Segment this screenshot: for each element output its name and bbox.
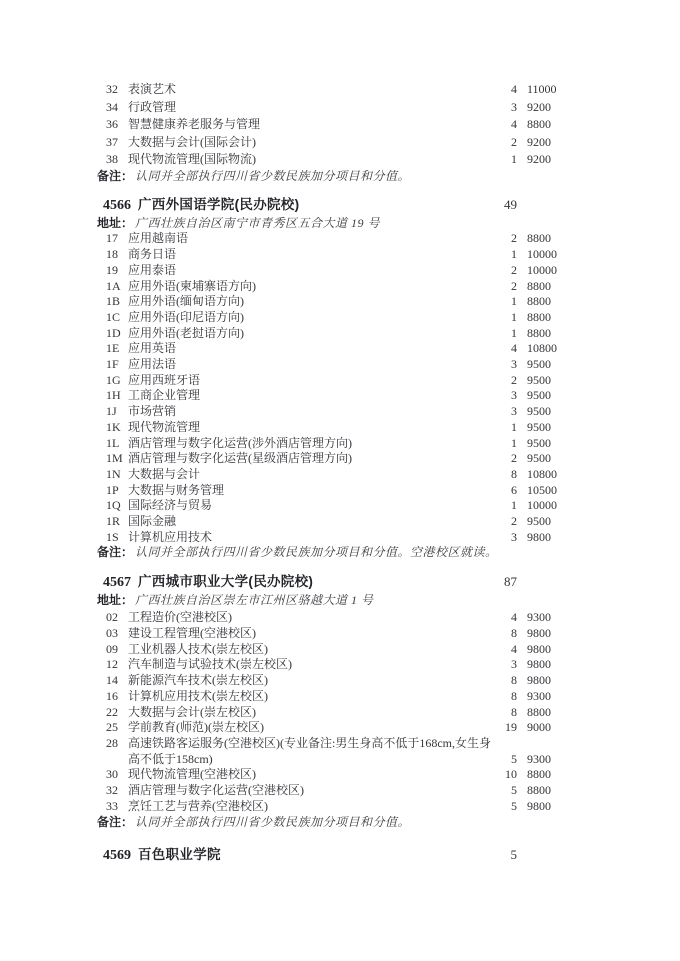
note-label: 备注：: [97, 545, 134, 560]
course-name-line1: 工程造价(空港校区): [128, 610, 232, 625]
course-row: [97, 151, 567, 169]
course-name-line1: 国际金融: [128, 514, 177, 529]
course-name: [128, 642, 495, 658]
course-count: 1: [511, 419, 517, 434]
course-count: 3: [511, 404, 517, 419]
course-fee: 9800: [527, 798, 551, 813]
school-name: 广西外国语学院(民办院校): [138, 197, 300, 213]
course-name: [128, 451, 495, 467]
course-row: [97, 263, 567, 279]
course-row: [97, 799, 567, 815]
course-name-line1: 建设工程管理(空港校区): [128, 626, 256, 641]
course-code: 1C: [106, 309, 121, 324]
course-name-line1: 市场营销: [128, 404, 177, 419]
course-name-line1: 应用外语(缅甸语方向): [128, 294, 244, 309]
course-row: [97, 341, 567, 357]
course-name: [128, 294, 495, 310]
course-count: 4: [511, 117, 517, 131]
course-count: 2: [511, 514, 517, 529]
course-fee: 10000: [527, 247, 557, 262]
course-name: [128, 247, 495, 263]
course-name: [128, 420, 495, 436]
course-count: 2: [511, 262, 517, 277]
course-row: [97, 767, 567, 783]
course-count: 1: [511, 247, 517, 262]
course-code: 19: [106, 262, 118, 277]
course-fee: 9800: [527, 673, 551, 688]
course-count: 3: [511, 388, 517, 403]
note-line: [97, 169, 567, 185]
course-code: 1N: [106, 466, 121, 481]
course-name: [128, 81, 495, 99]
address-text: 广西壮族自治区崇左市江州区骆越大道 1 号: [135, 592, 374, 607]
course-name: [128, 310, 495, 326]
course-row: [97, 467, 567, 483]
course-count: 3: [511, 357, 517, 372]
course-name: [128, 610, 495, 626]
course-row: [97, 436, 567, 452]
course-row: [97, 736, 567, 767]
course-fee: 9800: [527, 626, 551, 641]
course-name: [128, 799, 495, 815]
course-count: 2: [511, 134, 517, 149]
section-school-4569: [97, 846, 567, 866]
course-row: [97, 294, 567, 310]
course-fee: 9500: [527, 372, 551, 387]
course-name-line1: 高速铁路客运服务(空港校区)(专业备注:男生身高不低于168cm,女生身: [128, 736, 491, 750]
course-fee: 9200: [527, 99, 551, 114]
course-fee: 9800: [527, 529, 551, 544]
course-fee: 9500: [527, 451, 551, 466]
course-fee: 9500: [527, 514, 551, 529]
course-name-line1: 大数据与会计: [128, 466, 201, 481]
course-name-line1: 现代物流管理: [128, 419, 201, 434]
course-name-line1: 大数据与会计(国际会计): [128, 134, 256, 149]
course-name-line1: 酒店管理与数字化运营(空港校区): [128, 783, 304, 798]
course-code: 1F: [106, 357, 119, 372]
course-count: 8: [511, 688, 517, 703]
course-fee: 8800: [527, 767, 551, 782]
course-count: 1: [511, 325, 517, 340]
course-row: [97, 357, 567, 373]
course-name: [128, 514, 495, 530]
course-row: [97, 451, 567, 467]
course-row: [97, 610, 567, 626]
course-name: [128, 689, 495, 705]
course-fee: 9300: [527, 610, 551, 625]
course-code: 36: [106, 117, 118, 131]
course-row: [97, 231, 567, 247]
school-code: 4567: [103, 575, 131, 591]
course-code: 32: [106, 82, 118, 96]
address-line: [97, 593, 567, 609]
course-name-line1: 大数据与会计(崇左校区): [128, 704, 256, 719]
course-count: 10: [505, 767, 517, 782]
course-name: [128, 357, 495, 373]
course-row: [97, 657, 567, 673]
course-row: [97, 642, 567, 658]
course-count: 8: [511, 466, 517, 481]
course-row: [97, 310, 567, 326]
course-name: [128, 388, 495, 404]
course-name: [128, 483, 495, 499]
course-fee: 8800: [527, 309, 551, 324]
course-name: [128, 99, 495, 117]
school-total: 87: [504, 574, 517, 590]
course-fee: 8800: [527, 704, 551, 719]
course-name: [128, 134, 495, 152]
course-fee: 9300: [527, 688, 551, 703]
course-row: [97, 326, 567, 342]
course-fee: 9500: [527, 435, 551, 450]
course-code: 1G: [106, 372, 121, 387]
course-count: 1: [511, 152, 517, 166]
address-label: 地址：: [97, 592, 134, 607]
course-name: [128, 116, 495, 134]
course-name-line1: 应用外语(柬埔寨语方向): [128, 278, 256, 293]
course-fee: 8800: [527, 783, 551, 798]
course-name: [128, 720, 495, 736]
course-name: [128, 467, 495, 483]
course-name-line1: 应用外语(印尼语方向): [128, 309, 244, 324]
address-line: [97, 216, 567, 232]
course-count: 3: [511, 529, 517, 544]
course-name: [128, 498, 495, 514]
course-fee: 8800: [527, 278, 551, 293]
course-rows: [97, 231, 567, 545]
course-name-line1: 计算机应用技术(崇左校区): [128, 688, 268, 703]
course-count: 5: [511, 783, 517, 798]
course-fee: 9200: [527, 134, 551, 149]
course-row: [97, 530, 567, 546]
course-name: [128, 530, 495, 546]
course-code: 12: [106, 657, 118, 672]
course-name-line1: 现代物流管理(国际物流): [128, 152, 256, 166]
course-code: 32: [106, 783, 118, 798]
course-fee: 9800: [527, 641, 551, 656]
course-name: [128, 341, 495, 357]
course-count: 5: [511, 751, 517, 766]
course-fee: 9500: [527, 419, 551, 434]
section-continuation: [97, 81, 567, 184]
course-name-line1: 应用外语(老挝语方向): [128, 325, 244, 340]
course-name-line1: 应用英语: [128, 341, 177, 356]
course-code: 33: [106, 798, 118, 813]
course-name-line1: 新能源汽车技术(崇左校区): [128, 673, 268, 688]
school-code: 4569: [103, 848, 131, 864]
course-fee: 9300: [527, 751, 551, 766]
course-name: [128, 326, 495, 342]
course-name-line2: 高不低于158cm): [128, 751, 213, 766]
course-fee: 9500: [527, 404, 551, 419]
course-fee: 10000: [527, 262, 557, 277]
course-name-line1: 酒店管理与数字化运营(涉外酒店管理方向): [128, 435, 352, 450]
course-row: [97, 498, 567, 514]
course-count: 4: [511, 341, 517, 356]
course-name: [128, 436, 495, 452]
course-code: 1S: [106, 529, 119, 544]
course-name-line1: 应用泰语: [128, 262, 177, 277]
course-code: 1M: [106, 451, 123, 466]
course-code: 09: [106, 641, 118, 656]
course-name-line1: 现代物流管理(空港校区): [128, 767, 256, 782]
course-fee: 10800: [527, 466, 557, 481]
school-total: 49: [504, 197, 517, 213]
course-code: 25: [106, 720, 118, 735]
course-name-line1: 工业机器人技术(崇左校区): [128, 641, 268, 656]
course-fee: 10500: [527, 482, 557, 497]
course-code: 14: [106, 673, 118, 688]
course-row: [97, 373, 567, 389]
course-fee: 9200: [527, 152, 551, 166]
course-row: [97, 705, 567, 721]
course-name: [128, 263, 495, 279]
course-count: 8: [511, 704, 517, 719]
school-name: 广西城市职业大学(民办院校): [138, 574, 314, 590]
course-fee: 9500: [527, 357, 551, 372]
course-name-line1: 行政管理: [128, 99, 177, 114]
course-name-line1: 智慧健康养老服务与管理: [128, 117, 261, 131]
note-line: [97, 815, 567, 831]
course-name: [128, 231, 495, 247]
course-count: 3: [511, 657, 517, 672]
course-fee: 9500: [527, 388, 551, 403]
course-row: [97, 279, 567, 295]
course-name-line1: 酒店管理与数字化运营(星级酒店管理方向): [128, 451, 352, 466]
course-name-line1: 大数据与财务管理: [128, 482, 225, 497]
page-content: [97, 81, 567, 866]
school-total: 5: [510, 847, 517, 863]
note-text: 认同并全部执行四川省少数民族加分项目和分值。: [135, 168, 411, 183]
course-name: [128, 657, 495, 673]
course-fee: 8800: [527, 294, 551, 309]
school-header: [97, 573, 567, 593]
course-name-line1: 应用西班牙语: [128, 372, 201, 387]
course-row: [97, 720, 567, 736]
course-name-line1: 烹饪工艺与营养(空港校区): [128, 798, 268, 813]
course-name: [128, 783, 495, 799]
note-label: 备注：: [97, 168, 134, 183]
course-name: [128, 673, 495, 689]
school-header: [97, 196, 567, 216]
course-code: 1Q: [106, 498, 121, 513]
course-code: 17: [106, 231, 118, 246]
course-row: [97, 404, 567, 420]
course-fee: 8800: [527, 325, 551, 340]
course-row: [97, 514, 567, 530]
course-row: [97, 116, 567, 134]
course-count: 2: [511, 278, 517, 293]
course-name: [128, 404, 495, 420]
course-row: [97, 420, 567, 436]
course-count: 6: [511, 482, 517, 497]
course-name: [128, 279, 495, 295]
course-code: 1D: [106, 325, 121, 340]
course-count: 3: [511, 99, 517, 114]
course-code: 1J: [106, 404, 117, 419]
course-count: 2: [511, 372, 517, 387]
course-code: 37: [106, 134, 118, 149]
school-code: 4566: [103, 198, 131, 214]
course-name: [128, 626, 495, 642]
course-row: [97, 134, 567, 152]
course-row: [97, 626, 567, 642]
course-name: [128, 373, 495, 389]
course-row: [97, 673, 567, 689]
course-name: [128, 736, 495, 767]
note-text: 认同并全部执行四川省少数民族加分项目和分值。空港校区就读。: [135, 545, 498, 560]
school-name: 百色职业学院: [138, 847, 221, 863]
course-code: 03: [106, 626, 118, 641]
course-name-line1: 学前教育(师范)(崇左校区): [128, 720, 264, 735]
course-count: 8: [511, 673, 517, 688]
course-row: [97, 81, 567, 99]
course-code: 02: [106, 610, 118, 625]
course-code: 16: [106, 688, 118, 703]
note-label: 备注：: [97, 814, 134, 829]
course-code: 1L: [106, 435, 120, 450]
course-code: 1A: [106, 278, 121, 293]
course-name-line1: 计算机应用技术: [128, 529, 213, 544]
course-count: 2: [511, 231, 517, 246]
address-label: 地址：: [97, 215, 134, 230]
course-code: 1E: [106, 341, 120, 356]
note-text: 认同并全部执行四川省少数民族加分项目和分值。: [135, 814, 411, 829]
course-name-line1: 应用法语: [128, 357, 177, 372]
course-fee: 8800: [527, 117, 551, 131]
course-fee: 10000: [527, 498, 557, 513]
course-name-line1: 汽车制造与试验技术(崇左校区): [128, 657, 292, 672]
course-name-line1: 商务日语: [128, 247, 177, 262]
course-count: 4: [511, 82, 517, 96]
course-fee: 11000: [527, 82, 557, 96]
course-name: [128, 151, 495, 169]
course-name: [128, 705, 495, 721]
course-fee: 9000: [527, 720, 551, 735]
course-code: 22: [106, 704, 118, 719]
course-count: 1: [511, 498, 517, 513]
course-fee: 8800: [527, 231, 551, 246]
course-count: 4: [511, 641, 517, 656]
course-name: [128, 767, 495, 783]
course-row: [97, 388, 567, 404]
section-school-4566: [97, 196, 567, 561]
course-count: 1: [511, 435, 517, 450]
course-code: 38: [106, 152, 118, 166]
course-row: [97, 783, 567, 799]
course-code: 1R: [106, 514, 121, 529]
course-code: 28: [106, 736, 118, 750]
course-count: 2: [511, 451, 517, 466]
course-name-line1: 表演艺术: [128, 82, 177, 96]
course-count: 1: [511, 309, 517, 324]
address-text: 广西壮族自治区南宁市青秀区五合大道 19 号: [135, 215, 381, 230]
course-code: 18: [106, 247, 118, 262]
course-code: 1P: [106, 482, 119, 497]
course-name-line1: 国际经济与贸易: [128, 498, 213, 513]
course-code: 1H: [106, 388, 121, 403]
course-code: 34: [106, 99, 118, 114]
course-rows: [97, 81, 567, 169]
course-code: 1K: [106, 419, 121, 434]
course-count: 19: [505, 720, 517, 735]
course-fee: 10800: [527, 341, 557, 356]
course-count: 4: [511, 610, 517, 625]
course-row: [97, 483, 567, 499]
course-name-line1: 应用越南语: [128, 231, 189, 246]
section-school-4567: [97, 573, 567, 830]
course-count: 5: [511, 798, 517, 813]
course-rows: [97, 610, 567, 814]
course-count: 1: [511, 294, 517, 309]
course-row: [97, 99, 567, 117]
school-header: [97, 846, 567, 866]
course-fee: 9800: [527, 657, 551, 672]
course-name-line1: 工商企业管理: [128, 388, 201, 403]
course-code: 30: [106, 767, 118, 782]
course-code: 1B: [106, 294, 121, 309]
note-line: [97, 545, 567, 561]
course-row: [97, 247, 567, 263]
course-count: 8: [511, 626, 517, 641]
course-row: [97, 689, 567, 705]
